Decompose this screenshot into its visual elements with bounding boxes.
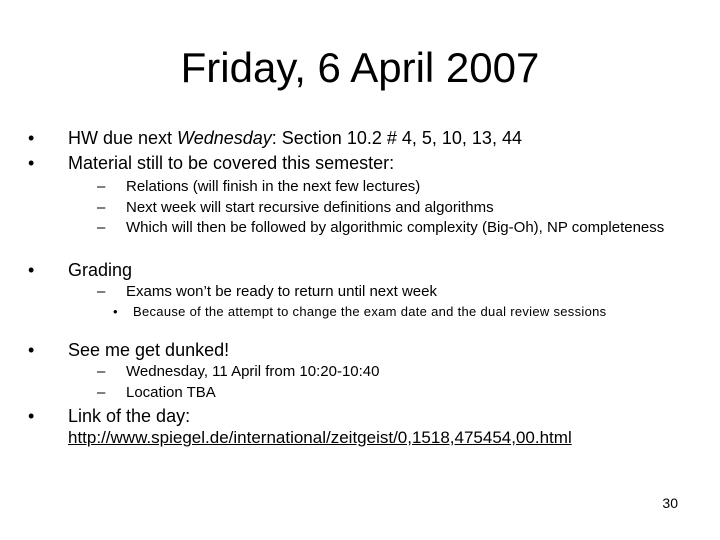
dash-icon: – <box>97 384 106 401</box>
link-bullet-item <box>28 405 678 449</box>
dunked-label: See me get dunked! <box>68 340 230 360</box>
bullet-icon: • <box>28 128 35 148</box>
slide-title: Friday, 6 April 2007 <box>180 44 540 91</box>
page-number: 30 <box>662 495 678 511</box>
grading-bullet-item <box>28 259 678 281</box>
dash-icon: – <box>97 199 106 216</box>
dash-icon: – <box>97 219 106 236</box>
bullet-icon: • <box>113 304 118 319</box>
link-label: Link of the day: <box>68 406 191 426</box>
bullet-icon: • <box>28 153 35 173</box>
hw-text: HW due next Wednesday: Section 10.2 # 4, 5, 10, 13, 44 <box>68 128 522 148</box>
hw-emphasis: Wednesday <box>177 128 272 148</box>
dash-icon: – <box>97 363 106 380</box>
bullet-icon: • <box>28 340 35 360</box>
dunked-subitem: – Location TBA <box>97 384 216 401</box>
material-bullet-item <box>28 152 678 174</box>
dash-icon: – <box>97 283 106 300</box>
material-subitem: – Which will then be followed by algorithmic complexity (Big-Oh), NP completeness <box>97 219 665 236</box>
dunked-subitem: – Wednesday, 11 April from 10:20-10:40 <box>97 363 380 380</box>
material-subitem: – Next week will start recursive definitions and algorithms <box>97 199 494 216</box>
material-subitem: – Relations (will finish in the next few lectures) <box>97 178 421 195</box>
material-label: Material still to be covered this semester: <box>68 153 395 173</box>
grading-label: Grading <box>68 260 133 280</box>
bullet-icon: • <box>28 260 35 280</box>
dunked-bullet-item <box>28 339 678 361</box>
link-of-the-day[interactable]: http://www.spiegel.de/international/zeitgeist/0,1518,475454,00.html <box>68 428 572 447</box>
grading-subitem: – Exams won’t be ready to return until next week <box>97 283 437 300</box>
bullet-icon: • <box>28 406 35 426</box>
hw-bullet-item <box>28 127 678 149</box>
grading-subsubitem: • Because of the attempt to change the exam date and the dual review sessions <box>113 304 607 319</box>
dash-icon: – <box>97 178 106 195</box>
